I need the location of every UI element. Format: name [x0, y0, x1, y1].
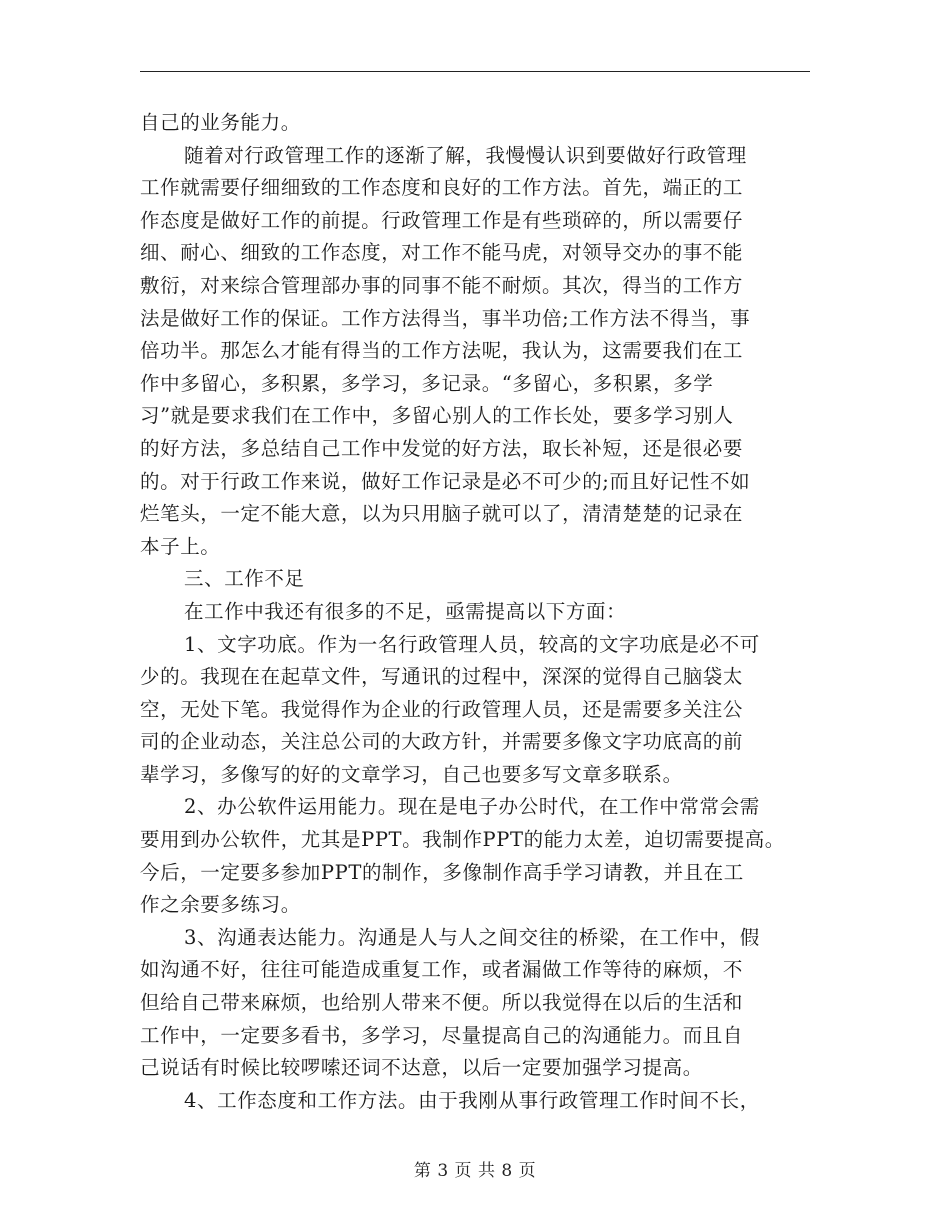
text-line: 三、工作不足 [184, 567, 305, 591]
text-line: 司的企业动态，关注总公司的大政方针，并需要多像文字功底高的前 [140, 730, 744, 754]
text-line: 如沟通不好，往往可能造成重复工作，或者漏做工作等待的麻烦，不 [140, 958, 744, 982]
text-line: 作态度是做好工作的前提。行政管理工作是有些琐碎的，所以需要仔 [140, 208, 744, 232]
text-line: 但给自己带来麻烦，也给别人带来不便。所以我觉得在以后的生活和 [140, 991, 744, 1015]
text-line: 3、沟通表达能力。沟通是人与人之间交往的桥梁，在工作中，假 [184, 925, 760, 949]
text-line: 敷衍，对来综合管理部办事的同事不能不耐烦。其次，得当的工作方 [140, 273, 744, 297]
page-number-footer: 第 3 页 共 8 页 [413, 1161, 537, 1181]
document-body [140, 107, 840, 1117]
text-line: 烂笔头，一定不能大意，以为只用脑子就可以了，清清楚楚的记录在 [140, 502, 744, 526]
text-line: 在工作中我还有很多的不足，亟需提高以下方面： [184, 599, 627, 623]
text-line: 自己的业务能力。 [140, 111, 301, 134]
text-line: 1、文字功底。作为一名行政管理人员，较高的文字功底是必不可 [184, 632, 760, 656]
text-line: 随着对行政管理工作的逐渐了解，我慢慢认识到要做好行政管理 [184, 143, 747, 167]
text-line: 的。对于行政工作来说，做好工作记录是必不可少的;而且好记性不如 [140, 469, 751, 493]
text-line: 少的。我现在在起草文件，写通讯的过程中，深深的觉得自己脑袋太 [140, 665, 744, 689]
text-line: 的好方法，多总结自己工作中发觉的好方法，取长补短，还是很必要 [140, 436, 744, 460]
text-line: 辈学习，多像写的好的文章学习，自己也要多写文章多联系。 [140, 762, 683, 786]
text-line: 今后，一定要多参加PPT的制作，多像制作高手学习请教，并且在工 [140, 860, 744, 884]
header-rule [140, 71, 810, 72]
text-line: 2、办公软件运用能力。现在是电子办公时代，在工作中常常会需 [184, 795, 760, 819]
text-line: 法是做好工作的保证。工作方法得当，事半功倍;工作方法不得当，事 [140, 306, 751, 330]
text-line: 己说话有时候比较啰嗦还词不达意，以后一定要加强学习提高。 [140, 1056, 703, 1080]
text-line: 工作就需要仔细细致的工作态度和良好的工作方法。首先，端正的工 [140, 176, 744, 200]
text-line: 本子上。 [140, 534, 221, 558]
text-line: 作之余要多练习。 [140, 893, 301, 917]
text-line: 倍功半。那怎么才能有得当的工作方法呢，我认为，这需要我们在工 [140, 339, 744, 363]
text-line: 4、工作态度和工作方法。由于我刚从事行政管理工作时间不长， [184, 1088, 760, 1112]
text-line: 空，无处下笔。我觉得作为企业的行政管理人员，还是需要多关注公 [140, 697, 744, 721]
text-line: 要用到办公软件，尤其是PPT。我制作PPT的能力太差，迫切需要提高。 [140, 828, 785, 852]
text-line: 习”就是要求我们在工作中，多留心别人的工作长处，要多学习别人 [140, 404, 734, 428]
text-line: 细、耐心、细致的工作态度，对工作不能马虎，对领导交办的事不能 [140, 241, 744, 265]
text-line: 作中多留心，多积累，多学习，多记录。“多留心，多积累，多学 [140, 371, 714, 395]
text-line: 工作中，一定要多看书，多学习，尽量提高自己的沟通能力。而且自 [140, 1023, 744, 1047]
